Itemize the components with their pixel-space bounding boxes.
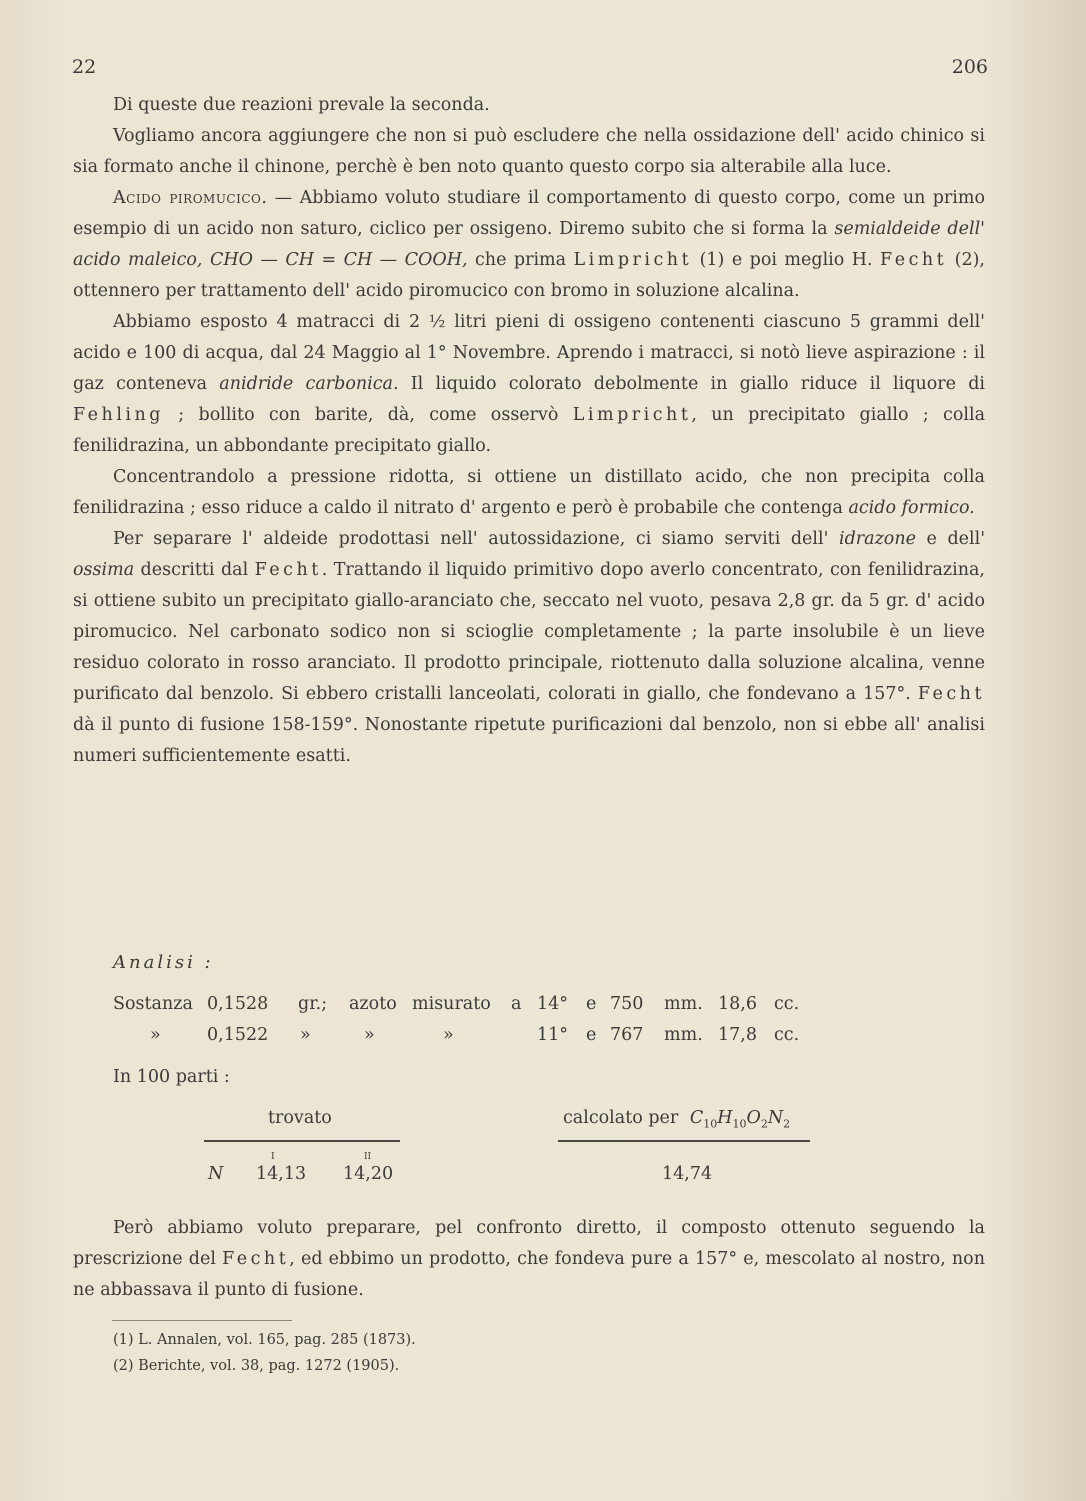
found-brace-rule [204,1140,400,1142]
page-number-right: 206 [951,56,988,78]
author-name: Fecht [917,684,985,704]
found-value-i: 14,13 [256,1164,307,1184]
author-name: Limpricht [572,405,692,425]
paragraph-4: Abbiamo esposto 4 matracci di 2 ½ litri pieni di ossigeno contenenti ciascuno 5 grammi dell' acido e 100 di acqua, dal 24 Maggio al 1° Novembre. Aprendo i matracci, si notò lieve aspirazione : il gaz conteneva anidride carbonica. Il liquido colorato debolmente in giallo riduce il liquore di Fehling ; bollito con barite, dà, come osservò Limpricht, un precipitato giallo ; colla fenilidrazina, un abbondante precipitato giallo. [73,312,985,456]
analysis-in100: In 100 parti : [113,1067,230,1087]
section-heading: Acido piromucico. [113,188,268,208]
author-name: Fecht [880,250,948,270]
paragraph-7: Però abbiamo voluto preparare, pel confronto diretto, il composto ottenuto seguendo la prescrizione del Fecht, ed ebbimo un prodotto, che fondeva pure a 157° e, mescolato al nostro, non ne abbassava il punto di fusione. [73,1218,985,1300]
formula: $C_{10}H_{10}O_2N_2$ [689,1108,791,1131]
page-number-left: 22 [72,56,97,78]
author-name: Fecht [222,1249,290,1269]
paragraph-1: Di queste due reazioni prevale la seconda. [113,95,490,115]
calc-value: 14,74 [662,1164,713,1184]
author-name: Limpricht [573,250,693,270]
paragraph-2: Vogliamo ancora aggiungere che non si può escludere che nella ossidazione dell' acido chinico si sia formato anche il chinone, perchè è ben noto quanto questo corpo sia alterabile alla luce. [73,126,985,177]
calc-brace-rule [558,1140,810,1142]
element-symbol: N [208,1164,224,1184]
footnote-separator [112,1320,292,1321]
paragraph-6: Per separare l' aldeide prodottasi nell' autossidazione, ci siamo serviti dell' idrazone e dell' ossima descritti dal Fecht. Trattando il liquido primitivo dopo averlo concentrato, con fenilidrazina, si ottiene subito un precipitato giallo-aranciato che, seccato nel vuoto, pesava 2,8 gr. da 5 gr. d' acido piromucico. Nel carbonato sodico non si scioglie completamente ; la parte insolubile è un lieve residuo colorato in rosso aranciato. Il prodotto principale, riottenuto dalla soluzione alcalina, venne purificato dal benzolo. Si ebbero cristalli lanceolati, colorati in giallo, che fondevano a 157°. Fecht dà il punto di fusione 158-159°. Nonostante ripetute purificazioni dal benzolo, non si ebbe all' analisi numeri sufficientemente esatti. [73,529,986,766]
found-value-ii: 14,20 [343,1164,394,1184]
paragraph-3: Acido piromucico. — Abbiamo voluto studiare il comportamento di questo corpo, come un primo esempio di un acido non saturo, ciclico per ossigeno. Diremo subito che si forma la semialdeide dell' acido maleico, CHO — CH = CH — COOH, che prima Limpricht (1) e poi meglio H. Fecht (2), ottennero per trattamento dell' acido piromucico con bromo in soluzione alcalina. [73,188,985,301]
body-text [73,90,985,772]
footnote-1: (1) L. Annalen, vol. 165, pag. 285 (1873). [113,1332,416,1348]
author-name: Fecht [254,560,322,580]
footnote-2: (2) Berichte, vol. 38, pag. 1272 (1905). [113,1358,400,1374]
closing-text [73,1213,985,1306]
col-ii-label: II [364,1152,372,1162]
found-label: trovato [268,1108,332,1128]
paragraph-5: Concentrandolo a pressione ridotta, si ottiene un distillato acido, che non precipita colla fenilidrazina ; esso riduce a caldo il nitrato d' argento e però è probabile che contenga acido formico. [73,467,985,518]
calc-label: calcolato per $C_{10}H_{10}O_2N_2$ [563,1108,791,1131]
analysis-title: Analisi : [113,952,214,973]
author-name: Fehling [73,405,164,425]
page: 22 206 Di queste due reazioni prevale la seconda. Vogliamo ancora aggiungere che non si può escludere che nella ossidazione dell' acido chinico si sia formato anche il chinone, perchè è ben noto quanto questo corpo sia alterabile alla luce. Acido piromucico. — Abbiamo voluto studiare il comportamento di questo corpo, come un primo esempio di un acido non saturo, ciclico per ossigeno. Diremo subito che si forma la semialdeide dell' acido maleico, CHO — CH = CH — COOH, che prima Limpricht (1) e poi meglio H. Fecht (2), ottennero per trattamento dell' acido piromucico con bromo in soluzione alcalina. Abbiamo esposto 4 matracci di 2 ½ litri pieni di ossigeno contenenti ciascuno 5 grammi dell' acido e 100 di acqua, dal 24 Maggio al 1° Novembre. Aprendo i matracci, si notò lieve aspirazione : il gaz conteneva anidride carbonica. Il liquido colorato debolmente in giallo riduce il liquore di Fehling ; bollito con barite, dà, come osservò Limpricht, un precipitato giallo ; colla fenilidrazina, un abbondante precipitato giallo. Concentrandolo a pressione ridotta, si ottiene un distillato acido, che non precipita colla fenilidrazina ; esso riduce a caldo il nitrato d' argento e però è probabile che contenga acido formico. Per separare l' aldeide prodottasi nell' autossidazione, ci siamo serviti dell' idrazone e dell' ossima descritti dal Fecht. Trattando il liquido primitivo dopo averlo concentrato, con fenilidrazina, si ottiene subito un precipitato giallo-aranciato che, seccato nel vuoto, pesava 2,8 gr. da 5 gr. d' acido piromucico. Nel carbonato sodico non si scioglie completamente ; la parte insolubile è un lieve residuo colorato in rosso aranciato. Il prodotto principale, riottenuto dalla soluzione alcalina, venne purificato dal benzolo. Si ebbero cristalli lanceolati, colorati in giallo, che fondevano a 157°. Fecht dà il punto di fusione 158-159°. Nonostante ripetute purificazioni dal benzolo, non si ebbe all' analisi numeri sufficientemente esatti. Analisi : Sostanza 0,1528 gr.; azoto misurato a 14° e 750 mm. 18,6 cc. » 0,1522 » » » 11° e 767 mm. 17,8 cc. In 100 parti : trovato calcolato per $C_{10}H_{10}O_2N_2$ I II N 14,13 14,20 14,74 Però abbiamo voluto preparare, pel confronto diretto, il composto ottenuto seguendo la prescrizione del Fecht, ed ebbimo un prodotto, che fondeva pure a 157° e, mescolato al nostro, non ne abbassava il punto di fusione. (1) L. Annalen, vol. 165, pag. 285 (1873). (2) Berichte, vol. 38, pag. 1272 (1905). [0,0,1086,1501]
col-i-label: I [271,1152,275,1162]
